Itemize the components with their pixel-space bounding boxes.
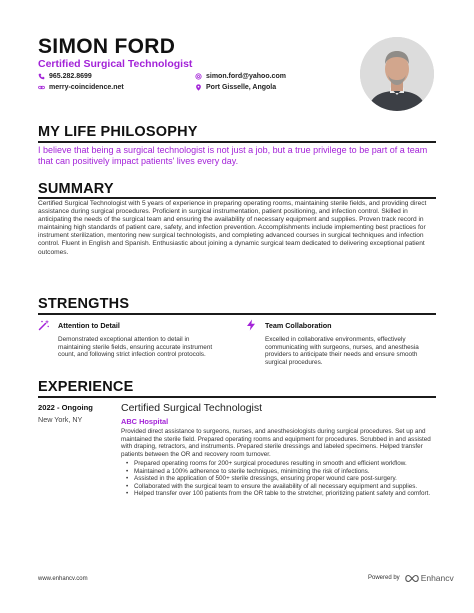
strengths-divider bbox=[38, 313, 436, 315]
experience-location: New York, NY bbox=[38, 415, 83, 424]
experience-company: ABC Hospital bbox=[121, 417, 169, 426]
brand-name: Enhancv bbox=[420, 573, 454, 583]
footer-website[interactable]: www.enhancv.com bbox=[38, 576, 88, 582]
list-item: • Assisted in the application of 500+ sterile dressings, ensuring proper wound care post-surgery. bbox=[129, 475, 444, 483]
candidate-title: Certified Surgical Technologist bbox=[38, 58, 193, 70]
website-text: merry-coincidence.net bbox=[49, 84, 124, 91]
contact-phone bbox=[38, 73, 92, 80]
list-item: • Prepared operating rooms for 200+ surgical procedures resulting in smooth and efficient workflow. bbox=[129, 460, 444, 468]
strength-description: Demonstrated exceptional attention to detail in maintaining sterile fields, ensuring accurate instrument count, and following strict infection control protocols. bbox=[58, 336, 213, 359]
list-item: • Maintained a 100% adherence to sterile techniques, minimizing the risk of infections. bbox=[129, 468, 444, 476]
philosophy-heading: MY LIFE PHILOSOPHY bbox=[38, 124, 198, 140]
experience-divider bbox=[38, 396, 436, 398]
philosophy-text: I believe that being a surgical technologist is not just a job, but a true privilege to be part of a team that can positively impact patients' lives every day. bbox=[38, 145, 428, 166]
philosophy-divider bbox=[38, 141, 436, 143]
experience-description: Provided direct assistance to surgeons, nurses, and anesthesiologists during surgical procedures. Set up and maintained the sterile field. Prepared operating rooms and equipment for procedures. Scrubbed in and assisted with draping, retractors, and instruments. Prepared sterile dressings and labeled specimens. Helped transfer patients between the OR and recovery room turnover. bbox=[121, 428, 431, 458]
enhancv-logo[interactable] bbox=[405, 573, 454, 583]
experience-role: Certified Surgical Technologist bbox=[121, 402, 263, 414]
at-icon bbox=[195, 73, 202, 80]
strength-title: Attention to Detail bbox=[58, 320, 120, 330]
list-item: • Collaborated with the surgical team to ensure the availability of all necessary equipment and supplies. bbox=[129, 483, 444, 491]
magic-wand-icon bbox=[38, 319, 50, 331]
experience-heading: EXPERIENCE bbox=[38, 379, 134, 395]
strength-title: Team Collaboration bbox=[265, 320, 332, 330]
strength-head bbox=[38, 319, 223, 331]
location-text: Port Gisselle, Angola bbox=[206, 84, 277, 91]
summary-divider bbox=[38, 197, 436, 199]
strength-description: Excelled in collaborative environments, effectively communicating with surgeons, nurses, and anesthesia providers to anticipate their needs and ensure smooth surgical procedures. bbox=[265, 336, 419, 366]
candidate-name: SIMON FORD bbox=[38, 35, 176, 58]
contact-email[interactable] bbox=[195, 73, 286, 80]
list-item: • Helped transfer over 100 patients from the OR table to the stretcher, prioritizing patient safety and comfort. bbox=[129, 490, 444, 498]
contact-website[interactable] bbox=[38, 84, 124, 91]
strength-item bbox=[245, 319, 430, 366]
phone-text: 965.282.8699 bbox=[49, 73, 92, 80]
contact-location bbox=[195, 84, 276, 91]
experience-date: 2022 - Ongoing bbox=[38, 403, 93, 412]
lightning-icon bbox=[245, 319, 257, 331]
email-text: simon.ford@yahoo.com bbox=[206, 73, 286, 80]
profile-photo bbox=[360, 37, 434, 111]
location-pin-icon bbox=[195, 84, 202, 91]
powered-by-text: Powered by bbox=[368, 575, 400, 581]
infinity-icon bbox=[405, 574, 419, 583]
footer-branding bbox=[368, 573, 454, 583]
summary-text: Certified Surgical Technologist with 5 years of experience in preparing operating rooms, maintaining sterile fields, and providing direct assistance during surgical procedures. Proficient in surgical instrumentation, patient positioning, and infection control. Skilled in anticipating the needs of the surgical team and ensuring the availability of necessary equipment and supplies. Proven track record in maintaining high standards of patient care, safety, and infection prevention. Accomplishments include implementing best practices for instrument sterilization, mentoring new surgical technologists, and completing advanced courses in surgical techniques and infection control. Fluent in English and Spanish. Enthusiastic about joining a dynamic surgical team dedicated to delivering exceptional patient outcomes. bbox=[38, 200, 427, 256]
experience-bullets bbox=[121, 460, 444, 498]
link-icon bbox=[38, 84, 45, 91]
strength-item bbox=[38, 319, 223, 359]
strengths-heading: STRENGTHS bbox=[38, 296, 130, 312]
phone-icon bbox=[38, 73, 45, 80]
summary-heading: SUMMARY bbox=[38, 181, 114, 197]
strength-head bbox=[245, 319, 430, 331]
